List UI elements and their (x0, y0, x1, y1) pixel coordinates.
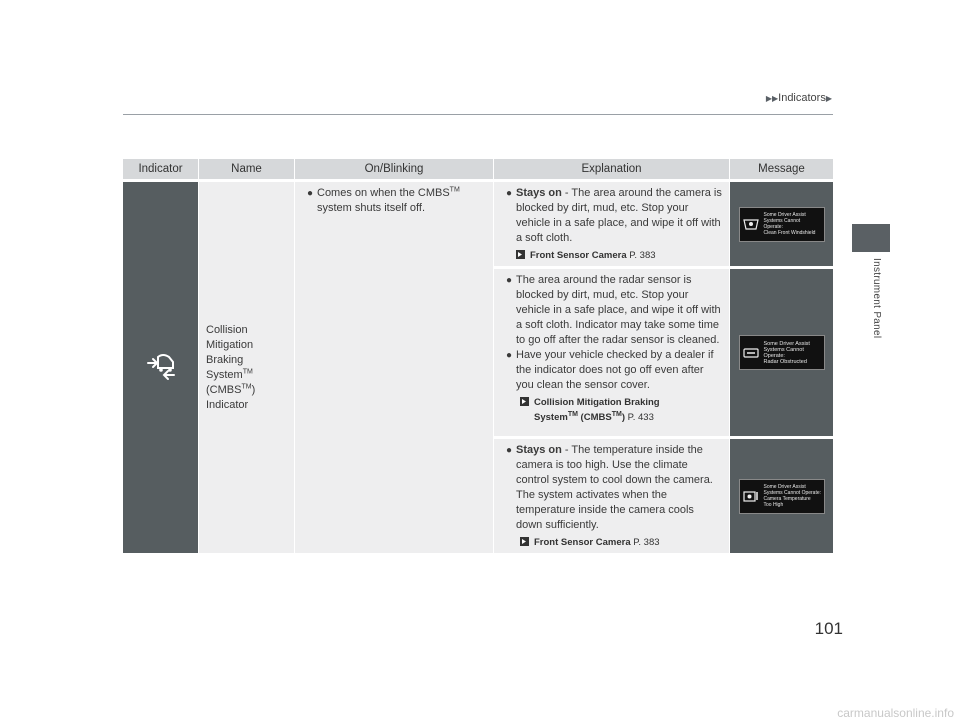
breadcrumb-label: Indicators (778, 92, 826, 104)
explanation-text: Have your vehicle checked by a dealer if the indicator does not go off even after you clean the sensor cover. (516, 349, 714, 391)
cross-reference[interactable] (520, 395, 723, 425)
name-line (206, 383, 288, 398)
breadcrumb: ▶▶Indicators▶ (765, 92, 832, 104)
cross-reference[interactable] (516, 248, 723, 263)
col-indicator: Indicator (123, 159, 199, 182)
message-cell (730, 182, 833, 269)
name-line: Mitigation (206, 338, 254, 351)
message-cell (730, 269, 833, 439)
tm-mark: TM (242, 367, 253, 375)
reference-page: P. 433 (627, 412, 654, 423)
explanation-bullet: ● The area around the radar sensor is blocked by dirt, mud, etc. Stop your vehicle in a safe place, and wipe it off with a soft cloth. Indicator may take some time to go off after the radar sensor is cleaned. (506, 273, 723, 348)
section-label: Instrument Panel (871, 258, 882, 339)
message-line: Camera Temperature (763, 496, 811, 502)
explanation-text: - The area around the camera is blocked by dirt, mud, etc. Stop your vehicle in a safe place, and wipe it off with a soft cloth. (516, 187, 722, 244)
watermark: carmanualsonline.info (837, 706, 954, 720)
message-line: Some Driver Assist (763, 484, 806, 490)
header-rule (123, 114, 833, 115)
message-display (739, 335, 825, 370)
reference-title-part: System (534, 412, 568, 423)
explanation-cell (494, 182, 730, 269)
name-text: System (206, 368, 243, 381)
camera-temperature-icon (743, 490, 759, 502)
message-display (739, 207, 825, 242)
reference-arrow-icon (516, 250, 525, 259)
explanation-bullet: ● Have your vehicle checked by a dealer if the indicator does not go off even after you clean the sensor cover. (506, 348, 723, 393)
message-cell (730, 439, 833, 553)
tm-mark: TM (567, 410, 578, 418)
cmbs-indicator-icon (144, 348, 178, 382)
explanation-lead: Stays on (516, 444, 562, 456)
message-line: Systems Cannot (763, 218, 801, 224)
on-blinking-text: system shuts itself off. (317, 202, 426, 214)
name-line (206, 368, 288, 383)
explanation-lead: Stays on (516, 187, 562, 199)
radar-sensor-icon (743, 347, 759, 359)
col-message: Message (730, 159, 833, 182)
explanation-bullet: ● Stays on - The temperature inside the camera is too high. Use the climate control system to cool down the camera. The system activates when the temperature inside the camera cools down sufficiently. (506, 444, 713, 531)
reference-title-part: (CMBS (577, 412, 612, 423)
message-line: Too High (763, 502, 784, 508)
reference-arrow-icon (520, 397, 529, 406)
message-line: Clean Front Windshield (763, 230, 816, 236)
explanation-text: The area around the radar sensor is blocked by dirt, mud, etc. Stop your vehicle in a safe place, and wipe it off with a soft cloth. Indicator may take some time to go off after the radar sensor is cleaned. (516, 274, 721, 346)
message-line: Some Driver Assist (763, 212, 806, 218)
cross-reference[interactable] (520, 535, 723, 550)
reference-title: Front Sensor Camera (530, 250, 627, 261)
tm-mark: TM (611, 410, 622, 418)
message-line: Operate: (763, 352, 785, 359)
message-display (739, 479, 825, 514)
reference-title-part: ) (621, 412, 625, 423)
name-line: Indicator (206, 398, 249, 411)
on-blinking-cell (295, 182, 494, 553)
explanation-bullet: ● Stays on - The area around the camera is blocked by dirt, mud, etc. Stop your vehicle in a safe place, and wipe it off with a soft cloth. (506, 187, 722, 244)
indicator-table (123, 159, 833, 553)
name-text: ) (251, 383, 256, 396)
explanation-cell (494, 439, 730, 553)
reference-arrow-icon (520, 537, 529, 546)
name-text: (CMBS (206, 383, 242, 396)
on-blinking-text: Comes on when the CMBS (317, 187, 450, 199)
page-number: 101 (814, 619, 843, 638)
message-line: Systems Cannot Operate: (763, 490, 822, 496)
col-explanation: Explanation (494, 159, 730, 182)
reference-title: Collision Mitigation Braking (534, 397, 660, 408)
windshield-camera-icon (743, 218, 759, 230)
col-on-blinking: On/Blinking (295, 159, 494, 182)
message-line: Operate: (763, 224, 783, 230)
on-blinking-bullet: ● Comes on when the CMBS™ system shuts itself off. (307, 186, 460, 214)
explanation-cell (494, 269, 730, 439)
table-header-row (123, 159, 833, 182)
explanation-text: - The temperature inside the camera is too high. Use the climate control system to cool down the camera. The system activates when the temperature inside the camera cools down sufficiently. (516, 444, 713, 531)
message-line: Radar Obstructed (763, 358, 807, 365)
reference-title: Front Sensor Camera (534, 537, 631, 548)
name-line: Braking (206, 353, 244, 366)
section-tab (852, 224, 890, 252)
reference-page: P. 383 (629, 250, 656, 261)
col-name: Name (199, 159, 295, 182)
reference-page: P. 383 (633, 537, 660, 548)
tm-mark: TM (449, 186, 460, 194)
message-line: Systems Cannot (763, 346, 804, 353)
name-line: Collision (206, 323, 248, 336)
reference-title (534, 412, 625, 423)
name-cell (199, 182, 295, 553)
message-line: Some Driver Assist (763, 340, 810, 347)
indicator-cell (123, 182, 199, 553)
table-row (123, 182, 833, 269)
tm-mark: TM (241, 382, 252, 390)
